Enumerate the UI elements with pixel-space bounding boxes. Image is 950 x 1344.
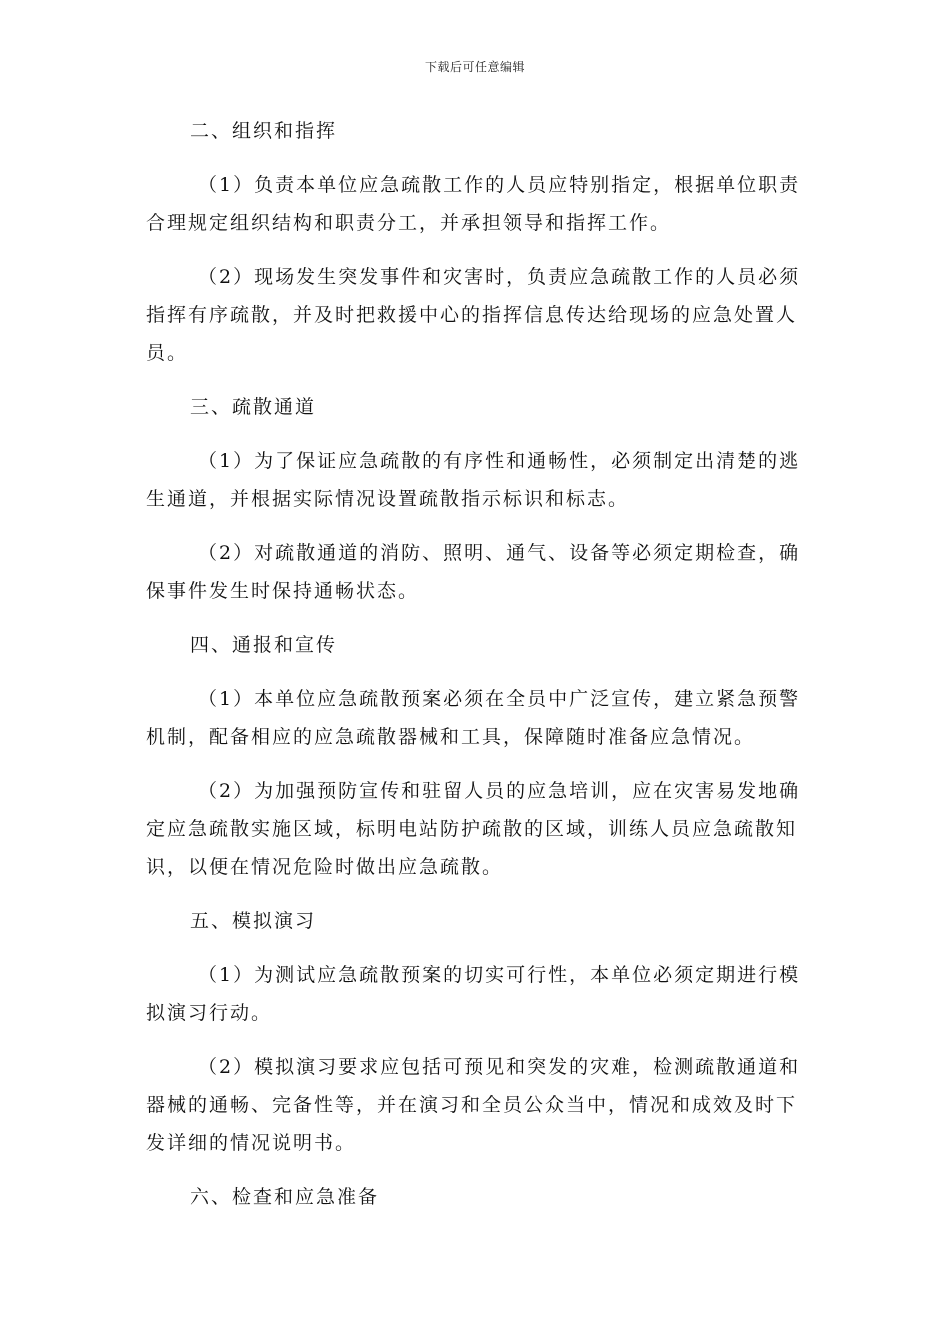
section-heading: 三、疏散通道 — [190, 396, 317, 418]
section-heading: 五、模拟演习 — [190, 910, 317, 932]
page-header: 下载后可任意编辑 — [424, 60, 525, 74]
document-body — [146, 112, 806, 1232]
section-heading: 四、通报和宣传 — [190, 634, 338, 656]
paragraph: （1）负责本单位应急疏散工作的人员应特别指定，根据单位职责合理规定组织结构和职责分工，并承担领导和指挥工作。 — [146, 174, 801, 234]
paragraph: （2）对疏散通道的消防、照明、通气、设备等必须定期检查，确保事件发生时保持通畅状态。 — [146, 542, 801, 602]
paragraph: （1）为了保证应急疏散的有序性和通畅性，必须制定出清楚的逃生通道，并根据实际情况设置疏散指示标识和标志。 — [146, 450, 801, 510]
section-heading: 六、检查和应急准备 — [190, 1186, 380, 1208]
paragraph: （1）本单位应急疏散预案必须在全员中广泛宣传，建立紧急预警机制，配备相应的应急疏散器械和工具，保障随时准备应急情况。 — [146, 688, 801, 748]
paragraph: （2）为加强预防宣传和驻留人员的应急培训，应在灾害易发地确定应急疏散实施区域，标明电站防护疏散的区域，训练人员应急疏散知识，以便在情况危险时做出应急疏散。 — [146, 780, 801, 878]
section-heading: 二、组织和指挥 — [190, 120, 338, 142]
paragraph: （2）模拟演习要求应包括可预见和突发的灾难，检测疏散通道和器械的通畅、完备性等，并在演习和全员公众当中，情况和成效及时下发详细的情况说明书。 — [146, 1056, 801, 1154]
paragraph: （2）现场发生突发事件和灾害时，负责应急疏散工作的人员必须指挥有序疏散，并及时把救援中心的指挥信息传达给现场的应急处置人员。 — [146, 266, 801, 364]
paragraph: （1）为测试应急疏散预案的切实可行性，本单位必须定期进行模拟演习行动。 — [146, 964, 801, 1024]
